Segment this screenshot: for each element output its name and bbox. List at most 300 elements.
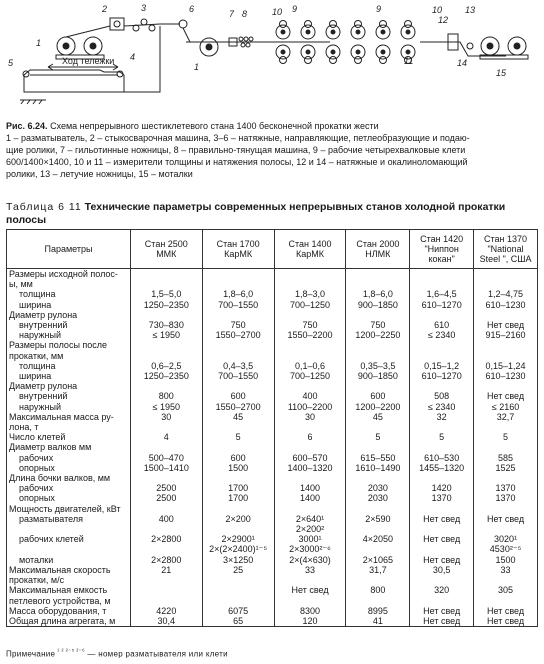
value-cell: 2030 <box>346 493 410 503</box>
value-cell <box>130 524 202 534</box>
label-6: 6 <box>189 4 195 14</box>
value-cell: 700–1250 <box>274 300 346 310</box>
value-cell: 1,8–6,0 <box>346 289 410 299</box>
value-cell: Нет свед <box>474 391 538 401</box>
value-cell <box>474 442 538 452</box>
value-cell: 0,1–0,6 <box>274 361 346 371</box>
parameter-cell <box>7 524 131 534</box>
parameter-cell <box>7 596 131 606</box>
header-text: Стан 2500 <box>144 238 188 249</box>
label-14: 14 <box>457 58 468 68</box>
parameter-cell <box>7 616 131 627</box>
value-cell <box>346 504 410 514</box>
parameter-name: Длина бочки валков, мм <box>9 473 111 484</box>
parameter-name: разматывателя <box>19 513 83 524</box>
value-cell: 2×640¹ <box>274 514 346 524</box>
value-cell: 30,5 <box>410 565 474 575</box>
value-cell: 1500–1410 <box>130 463 202 473</box>
value-cell <box>274 442 346 452</box>
value-cell: 3020¹ <box>474 534 538 544</box>
table-row <box>7 575 538 585</box>
value-cell <box>130 442 202 452</box>
table-title-text: Технические параметры современных непрерывных станов холодной прокатки <box>81 201 506 213</box>
parameter-name: Диаметр рулона <box>9 309 78 320</box>
figure-legend-4: ролики, 13 – летучие ножницы, 15 – моталки <box>6 169 193 179</box>
parameter-cell <box>7 402 131 412</box>
value-cell <box>202 575 274 585</box>
value-cell: 3000¹ <box>274 534 346 544</box>
table-row <box>7 442 538 452</box>
parameter-cell <box>7 381 131 391</box>
value-cell: 5 <box>202 432 274 442</box>
value-cell: 1,8–6,0 <box>202 289 274 299</box>
table-row <box>7 402 538 412</box>
header-col-1 <box>130 230 202 269</box>
value-cell <box>410 279 474 289</box>
table-row <box>7 381 538 391</box>
value-cell <box>346 422 410 432</box>
value-cell: 6 <box>274 432 346 442</box>
table-row <box>7 300 538 310</box>
parameter-cell <box>7 555 131 565</box>
value-cell <box>274 504 346 514</box>
parameter-name: лона, т <box>9 422 39 433</box>
value-cell: 700–1250 <box>274 371 346 381</box>
parameter-name: Максимальная емкость <box>9 585 108 596</box>
mill-scheme-diagram <box>0 0 544 112</box>
value-cell: 5 <box>410 432 474 442</box>
value-cell: Нет свед <box>474 320 538 330</box>
value-cell: 4220 <box>130 606 202 616</box>
value-cell <box>346 340 410 350</box>
table-row <box>7 351 538 361</box>
value-cell <box>474 310 538 320</box>
value-cell: 750 <box>274 320 346 330</box>
value-cell: 6075 <box>202 606 274 616</box>
label-5: 5 <box>8 58 14 68</box>
value-cell: ≤ 2160 <box>474 402 538 412</box>
value-cell <box>410 524 474 534</box>
value-cell <box>410 310 474 320</box>
value-cell: 0,35–3,5 <box>346 361 410 371</box>
parameter-cell <box>7 565 131 575</box>
value-cell: 400 <box>274 391 346 401</box>
header-col-3 <box>274 230 346 269</box>
parameter-name: толщина <box>19 360 56 371</box>
note-label: Примечание <box>6 649 56 659</box>
value-cell <box>410 575 474 585</box>
value-cell <box>346 310 410 320</box>
value-cell: 600–570 <box>274 453 346 463</box>
value-cell: 2030 <box>346 483 410 493</box>
value-cell: 730–830 <box>130 320 202 330</box>
parameter-cell <box>7 493 131 503</box>
value-cell: 900–1850 <box>346 300 410 310</box>
value-cell <box>274 269 346 280</box>
parameter-cell <box>7 575 131 585</box>
value-cell: 610–1270 <box>410 371 474 381</box>
table-row <box>7 514 538 524</box>
value-cell <box>130 351 202 361</box>
table-row <box>7 371 538 381</box>
value-cell <box>410 340 474 350</box>
value-cell <box>346 442 410 452</box>
value-cell: 1500 <box>474 555 538 565</box>
value-cell <box>130 340 202 350</box>
value-cell <box>202 310 274 320</box>
table-row <box>7 279 538 289</box>
value-cell: 25 <box>202 565 274 575</box>
parameter-name: Мощность двигателей, кВт <box>9 503 121 514</box>
value-cell <box>346 544 410 554</box>
table-row <box>7 483 538 493</box>
value-cell: 1370 <box>474 483 538 493</box>
value-cell <box>474 340 538 350</box>
value-cell: 45 <box>202 412 274 422</box>
parameter-cell <box>7 606 131 616</box>
value-cell <box>202 596 274 606</box>
parameter-name: ширина <box>19 371 52 382</box>
parameter-name: внутренний <box>19 391 68 402</box>
value-cell <box>274 279 346 289</box>
header-col-0 <box>7 230 131 269</box>
header-text: НЛМК <box>365 249 391 259</box>
parameter-cell <box>7 514 131 524</box>
value-cell <box>410 442 474 452</box>
value-cell: 2500 <box>130 493 202 503</box>
header-text: Steel ", США <box>479 254 532 265</box>
carriage-travel-label: Ход тележки <box>62 56 115 66</box>
label-10b: 10 <box>432 5 443 15</box>
parameter-cell <box>7 453 131 463</box>
parameter-name: рабочих клетей <box>19 534 84 545</box>
parameter-cell <box>7 310 131 320</box>
parameter-cell <box>7 391 131 401</box>
table-row <box>7 330 538 340</box>
value-cell: 30 <box>130 412 202 422</box>
value-cell: 30,4 <box>130 616 202 627</box>
header-text: КарМК <box>224 249 253 259</box>
value-cell <box>202 269 274 280</box>
value-cell: Нет свед <box>410 616 474 627</box>
table-row <box>7 473 538 483</box>
parameter-name: опорных <box>19 493 55 504</box>
label-7: 7 <box>229 9 235 19</box>
header-text: КарМК <box>296 249 325 259</box>
value-cell <box>410 473 474 483</box>
label-12: 12 <box>438 15 449 25</box>
value-cell <box>410 544 474 554</box>
table-row <box>7 606 538 616</box>
figure-legend-1: 1 – разматыватель, 2 – стыкосварочная машина, 3–6 – натяжные, направляющие, петлеобразующие и подаю- <box>6 133 470 143</box>
table-row <box>7 412 538 422</box>
table-row <box>7 391 538 401</box>
value-cell: 1250–2350 <box>130 371 202 381</box>
value-cell: 2×1065 <box>346 555 410 565</box>
value-cell <box>130 504 202 514</box>
value-cell: 0,15–1,24 <box>474 361 538 371</box>
value-cell: 610–1230 <box>474 371 538 381</box>
value-cell: ≤ 2340 <box>410 330 474 340</box>
value-cell <box>130 310 202 320</box>
parameter-name: Размеры исходной полос- <box>9 269 118 279</box>
value-cell: 2×590 <box>346 514 410 524</box>
figure-legend-2: щие ролики, 7 – гильотинные ножницы, 8 – правильно-тянущая машина, 9 – рабочие четырехвалковые клети <box>6 145 466 155</box>
value-cell <box>202 473 274 483</box>
value-cell: 800 <box>346 585 410 595</box>
value-cell <box>346 524 410 534</box>
value-cell <box>202 442 274 452</box>
value-cell <box>274 381 346 391</box>
value-cell: 600 <box>202 391 274 401</box>
value-cell: ≤ 1950 <box>130 402 202 412</box>
header-text: Стан 1400 <box>288 238 332 249</box>
table-row <box>7 534 538 544</box>
header-text: Стан 1370 <box>484 233 528 244</box>
value-cell: 1370 <box>474 493 538 503</box>
value-cell: 8300 <box>274 606 346 616</box>
parameter-cell <box>7 320 131 330</box>
value-cell: 1525 <box>474 463 538 473</box>
value-cell: 1550–2200 <box>274 330 346 340</box>
parameter-name: Размеры полосы после <box>9 340 108 351</box>
value-cell <box>130 279 202 289</box>
parameter-cell <box>7 340 131 350</box>
header-col-6 <box>474 230 538 269</box>
figure-number: Рис. 6.24. <box>6 121 48 131</box>
value-cell: 0,6–2,5 <box>130 361 202 371</box>
header-text: "National <box>487 243 524 254</box>
parameter-cell <box>7 269 131 280</box>
label-2: 2 <box>102 4 108 14</box>
parameter-name: опорных <box>19 462 55 473</box>
table-row <box>7 310 538 320</box>
parameter-name: толщина <box>19 289 56 300</box>
parameter-name: Число клетей <box>9 432 66 443</box>
value-cell: 600 <box>202 453 274 463</box>
parameter-name: рабочих <box>19 452 54 463</box>
value-cell: 2×3000²⁻⁶ <box>274 544 346 554</box>
value-cell: Нет свед <box>274 585 346 595</box>
parameter-name: внутренний <box>19 320 68 331</box>
value-cell <box>410 351 474 361</box>
value-cell: 610–530 <box>410 453 474 463</box>
table-row <box>7 463 538 473</box>
table-row <box>7 555 538 565</box>
value-cell: 1400 <box>274 483 346 493</box>
parameter-name: петлевого устройства, м <box>9 595 111 606</box>
label-3: 3 <box>141 3 147 13</box>
value-cell: 305 <box>474 585 538 595</box>
value-cell <box>474 269 538 280</box>
value-cell <box>274 310 346 320</box>
parameter-name: наружный <box>19 330 61 341</box>
value-cell: 1700 <box>202 483 274 493</box>
table-row <box>7 585 538 595</box>
value-cell <box>130 544 202 554</box>
label-11: 11 <box>404 56 414 66</box>
parameter-cell <box>7 279 131 289</box>
label-15: 15 <box>496 68 507 78</box>
value-cell <box>346 575 410 585</box>
value-cell: 21 <box>130 565 202 575</box>
value-cell <box>274 422 346 432</box>
value-cell: 32,7 <box>474 412 538 422</box>
header-text: "Ниппон <box>424 243 459 254</box>
value-cell: 120 <box>274 616 346 627</box>
table-row <box>7 596 538 606</box>
value-cell: 0,4–3,5 <box>202 361 274 371</box>
mill-stand <box>351 21 365 64</box>
parameter-name: прокатки, м/с <box>9 575 65 586</box>
label-9a: 9 <box>292 4 298 14</box>
header-col-5 <box>410 230 474 269</box>
value-cell <box>202 340 274 350</box>
figure-legend-3: 600/1400×1400, 10 и 11 – измерители толщины и натяжения полосы, 12 и 14 – натяжные и окалиноломающий <box>6 157 468 167</box>
value-cell: 1,2–4,75 <box>474 289 538 299</box>
table-row <box>7 544 538 554</box>
value-cell: 1700 <box>202 493 274 503</box>
figure-caption-title <box>6 120 538 132</box>
value-cell: 800 <box>130 391 202 401</box>
value-cell: 1250–2350 <box>130 300 202 310</box>
value-cell: 1200–2250 <box>346 330 410 340</box>
value-cell: 4 <box>130 432 202 442</box>
header-col-2 <box>202 230 274 269</box>
parameter-cell <box>7 483 131 493</box>
table-row <box>7 269 538 280</box>
table-row <box>7 422 538 432</box>
value-cell <box>202 504 274 514</box>
parameter-name: Диаметр рулона <box>9 381 78 392</box>
value-cell: ≤ 1950 <box>130 330 202 340</box>
value-cell <box>130 585 202 595</box>
value-cell: 1,6–4,5 <box>410 289 474 299</box>
value-cell: 750 <box>202 320 274 330</box>
value-cell <box>130 473 202 483</box>
parameter-name: Диаметр валков мм <box>9 442 92 453</box>
value-cell <box>346 381 410 391</box>
parameter-cell <box>7 432 131 442</box>
value-cell <box>130 575 202 585</box>
value-cell: 500–470 <box>130 453 202 463</box>
parameter-cell <box>7 534 131 544</box>
table-title-line2: полосы <box>6 213 47 226</box>
value-cell <box>346 269 410 280</box>
table-row <box>7 361 538 371</box>
value-cell: 1500 <box>202 463 274 473</box>
value-cell: 600 <box>346 391 410 401</box>
value-cell: 45 <box>346 412 410 422</box>
value-cell: 400 <box>130 514 202 524</box>
parameter-cell <box>7 330 131 340</box>
parameter-name: наружный <box>19 401 61 412</box>
value-cell: 1,8–3,0 <box>274 289 346 299</box>
value-cell: 2500 <box>130 483 202 493</box>
value-cell: Нет свед <box>474 514 538 524</box>
parameter-name: Максимальная масса ру- <box>9 411 114 422</box>
value-cell <box>202 422 274 432</box>
value-cell: 900–1850 <box>346 371 410 381</box>
value-cell: Нет свед <box>410 514 474 524</box>
value-cell <box>274 575 346 585</box>
value-cell: Нет свед <box>474 616 538 627</box>
value-cell <box>130 269 202 280</box>
value-cell: 1610–1490 <box>346 463 410 473</box>
header-text: Стан 1700 <box>216 238 260 249</box>
label-9b: 9 <box>376 4 382 14</box>
value-cell: Нет свед <box>474 606 538 616</box>
parameter-cell <box>7 351 131 361</box>
value-cell <box>202 381 274 391</box>
value-cell <box>410 381 474 391</box>
table-row <box>7 289 538 299</box>
table-row <box>7 340 538 350</box>
value-cell <box>474 575 538 585</box>
value-cell: Нет свед <box>410 555 474 565</box>
parameter-cell <box>7 585 131 595</box>
value-cell <box>130 381 202 391</box>
parameter-cell <box>7 289 131 299</box>
parameter-name: Максимальная скорость <box>9 564 111 575</box>
value-cell: 750 <box>346 320 410 330</box>
value-cell <box>346 473 410 483</box>
value-cell: 1455–1320 <box>410 463 474 473</box>
header-text: Стан 1420 <box>420 233 464 244</box>
value-cell: Нет свед <box>410 606 474 616</box>
parameter-name: рабочих <box>19 483 54 494</box>
label-8: 8 <box>242 9 248 19</box>
header-text: Параметры <box>44 243 93 254</box>
header-text: кокан" <box>428 254 455 265</box>
label-4: 4 <box>130 52 136 62</box>
value-cell: 1420 <box>410 483 474 493</box>
value-cell <box>202 351 274 361</box>
value-cell <box>410 504 474 514</box>
label-1b: 1 <box>194 62 200 72</box>
table-row <box>7 616 538 627</box>
value-cell <box>410 422 474 432</box>
value-cell <box>474 381 538 391</box>
parameter-cell <box>7 371 131 381</box>
value-cell: ≤ 2340 <box>410 402 474 412</box>
value-cell: 610 <box>410 320 474 330</box>
parameter-cell <box>7 361 131 371</box>
parameter-name: ы, мм <box>9 279 33 290</box>
value-cell: 31,7 <box>346 565 410 575</box>
value-cell: 0,15–1,2 <box>410 361 474 371</box>
parameter-cell <box>7 412 131 422</box>
parameter-name: ширина <box>19 299 52 310</box>
table-header-row <box>7 230 538 269</box>
parameter-cell <box>7 300 131 310</box>
parameter-cell <box>7 544 131 554</box>
value-cell: 2×2800 <box>130 555 202 565</box>
parameter-cell <box>7 422 131 432</box>
value-cell: 508 <box>410 391 474 401</box>
value-cell: 610–1230 <box>474 300 538 310</box>
table-note <box>6 648 228 659</box>
parameter-cell <box>7 473 131 483</box>
value-cell <box>474 422 538 432</box>
value-cell: Нет свед <box>410 534 474 544</box>
value-cell <box>202 585 274 595</box>
value-cell <box>346 279 410 289</box>
header-col-4 <box>346 230 410 269</box>
value-cell: 615–550 <box>346 453 410 463</box>
value-cell <box>274 473 346 483</box>
value-cell: 8995 <box>346 606 410 616</box>
